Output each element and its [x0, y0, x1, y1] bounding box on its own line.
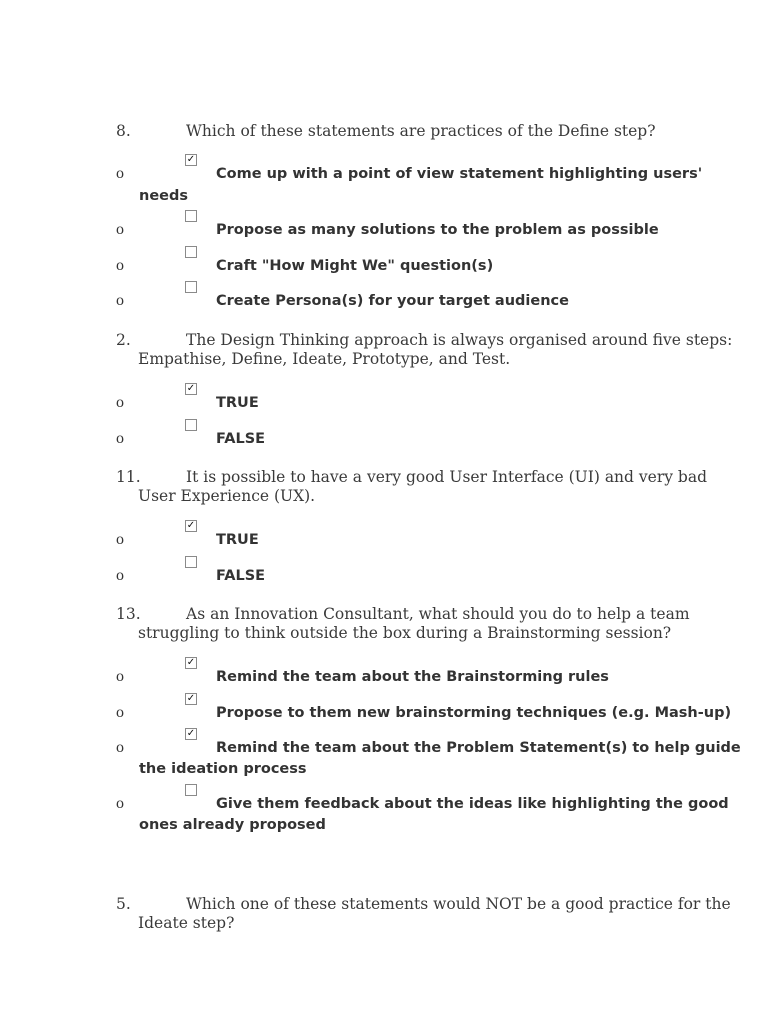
bullet: o — [116, 257, 124, 274]
question-number: 8. — [116, 122, 131, 140]
checkbox-checked[interactable] — [185, 154, 197, 166]
checkbox-checked[interactable] — [185, 520, 197, 532]
question-text: Which one of these statements would NOT be a good practice for the — [186, 895, 731, 913]
checkbox-checked[interactable] — [185, 383, 197, 395]
question-text-continued: Empathise, Define, Ideate, Prototype, and Test. — [138, 350, 511, 368]
option-label: FALSE — [216, 431, 266, 447]
option-label: FALSE — [216, 568, 266, 584]
option-label: Give them feedback about the ideas like highlighting the good — [216, 796, 729, 812]
bullet: o — [116, 292, 124, 309]
question-text: The Design Thinking approach is always organised around five steps: — [186, 331, 733, 349]
question-text-continued: Ideate step? — [138, 914, 235, 932]
option-label-continued: needs — [139, 188, 189, 204]
option-label: TRUE — [216, 532, 259, 548]
bullet: o — [116, 668, 124, 685]
option-label-continued: ones already proposed — [139, 817, 326, 833]
question-text-continued: struggling to think outside the box during a Brainstorming session? — [138, 624, 672, 642]
bullet: o — [116, 165, 124, 182]
bullet: o — [116, 394, 124, 411]
question-text-continued: User Experience (UX). — [138, 487, 316, 505]
question-number: 5. — [116, 895, 131, 913]
question-text: As an Innovation Consultant, what should you do to help a team — [186, 605, 690, 623]
bullet: o — [116, 704, 124, 721]
bullet: o — [116, 739, 124, 756]
checkbox-unchecked[interactable] — [185, 419, 197, 431]
question-number: 13. — [116, 605, 141, 623]
checkbox-unchecked[interactable] — [185, 210, 197, 222]
checkbox-checked[interactable] — [185, 728, 197, 740]
option-label: Propose as many solutions to the problem as possible — [216, 222, 659, 238]
checkbox-unchecked[interactable] — [185, 246, 197, 258]
checkbox-checked[interactable] — [185, 657, 197, 669]
option-label: Craft "How Might We" question(s) — [216, 258, 494, 274]
option-label: Propose to them new brainstorming techniques (e.g. Mash-up) — [216, 705, 732, 721]
question-number: 11. — [116, 468, 141, 486]
checkbox-unchecked[interactable] — [185, 784, 197, 796]
bullet: o — [116, 795, 124, 812]
question-number: 2. — [116, 331, 131, 349]
checkbox-unchecked[interactable] — [185, 556, 197, 568]
checkbox-checked[interactable] — [185, 693, 197, 705]
bullet: o — [116, 531, 124, 548]
option-label: Create Persona(s) for your target audience — [216, 293, 569, 309]
option-label: Remind the team about the Problem Statement(s) to help guide — [216, 740, 741, 756]
question-text: Which of these statements are practices of the Define step? — [186, 122, 656, 140]
option-label: TRUE — [216, 395, 259, 411]
option-label: Come up with a point of view statement highlighting users' — [216, 166, 703, 182]
checkbox-unchecked[interactable] — [185, 281, 197, 293]
bullet: o — [116, 567, 124, 584]
bullet: o — [116, 430, 124, 447]
option-label-continued: the ideation process — [139, 761, 307, 777]
option-label: Remind the team about the Brainstorming rules — [216, 669, 609, 685]
bullet: o — [116, 221, 124, 238]
question-text: It is possible to have a very good User Interface (UI) and very bad — [186, 468, 707, 486]
